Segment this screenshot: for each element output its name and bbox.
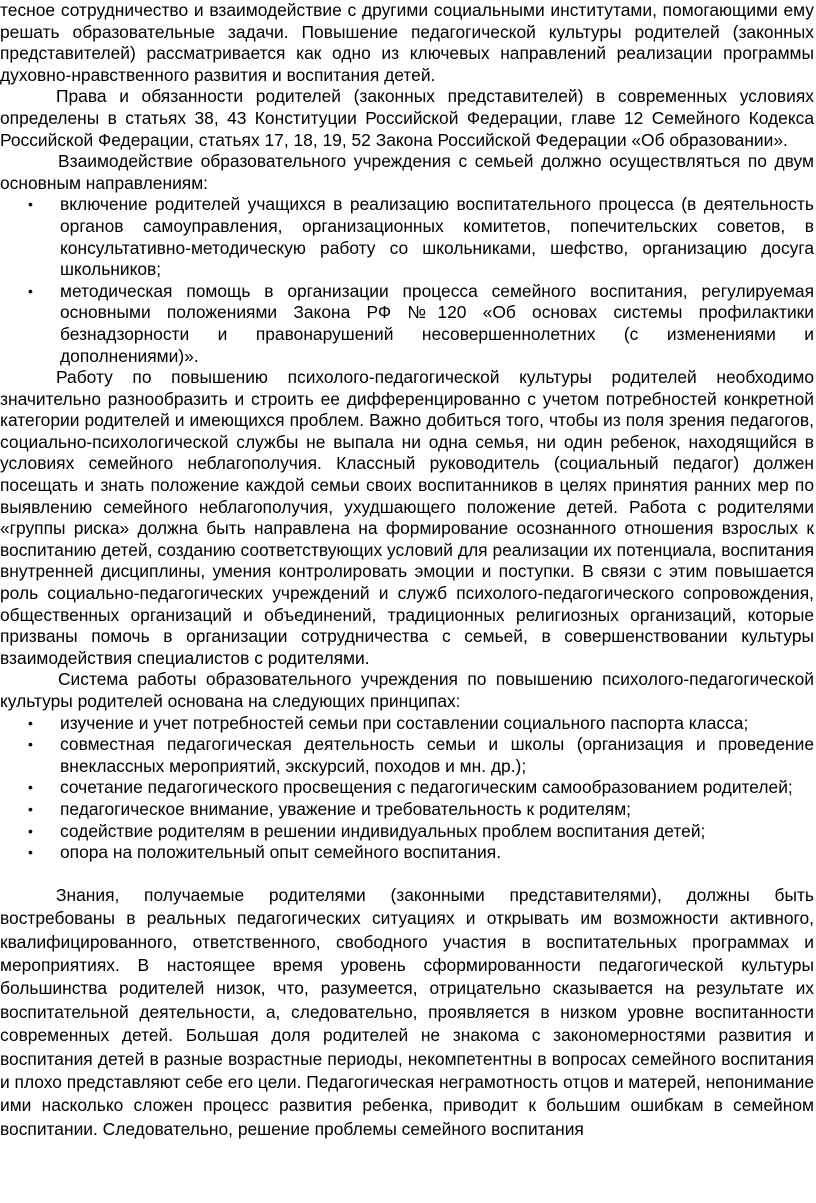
list-item xyxy=(0,821,816,843)
list-item-text: опора на положительный опыт семейного воспитания. xyxy=(60,842,502,863)
bullet-icon: • xyxy=(28,196,33,213)
bullet-icon: • xyxy=(28,800,33,817)
list-principles xyxy=(0,713,816,864)
bullet-icon: • xyxy=(28,736,33,753)
bullet-icon: • xyxy=(28,822,33,839)
list-item xyxy=(0,281,816,367)
bullet-icon: • xyxy=(28,714,33,731)
paragraph-system-principles: Система работы образовательного учреждения по повышению психолого-педагогической культуры родителей основана на следующих принципах: xyxy=(0,669,814,711)
paragraph-parent-rights: Права и обязанности родителей (законных представителей) в современных условиях определены в статьях 38, 43 Конституции Российской Федерации, главе 12 Семейного Кодекса Российской Федерации, статьях 17, 18, 19, 52 Закона Российской Федерации «Об образовании». xyxy=(0,86,814,150)
list-item-text: содействие родителям в решении индивидуальных проблем воспитания детей; xyxy=(60,820,706,841)
list-item-text: педагогическое внимание, уважение и требовательность к родителям; xyxy=(60,798,632,819)
bullet-icon: • xyxy=(28,282,33,299)
list-item-text: включение родителей учащихся в реализацию воспитательного процесса (в деятельность органов самоуправления, организационных комитетов, попечительских советов, в консультативно-методическую работу со школьниками, шефство, организацию досуга школьников; xyxy=(60,194,814,280)
list-item-text: сочетание педагогического просвещения с педагогическим самообразованием родителей; xyxy=(60,777,793,798)
list-item-text: изучение и учет потребностей семьи при составлении социального паспорта класса; xyxy=(60,712,749,733)
list-item xyxy=(0,799,816,821)
list-item xyxy=(0,777,816,799)
paragraph-cooperation: тесное сотрудничество и взаимодействие с другими социальными институтами, помогающими ему решать образовательные задачи. Повышение педагогической культуры родителей (законных представителей) рассматривается как одно из ключевых направлений реализации программы духовно-нравственного развития и воспитания детей. xyxy=(0,0,814,85)
list-interaction-directions xyxy=(0,194,816,367)
list-item xyxy=(0,734,816,777)
list-item-text: методическая помощь в организации процесса семейного воспитания, регулируемая основными положениями Закона РФ №120 «Об основах системы профилактики безнадзорности и правонарушений несовершеннолетних (с изменениями и дополнениями)». xyxy=(60,280,814,366)
list-item xyxy=(0,842,816,864)
paragraph-parent-knowledge: Знания, получаемые родителями (законными представителями), должны быть востребованы в реальных педагогических ситуациях и открывать им возможности активного, квалифицированного, ответственного, свободного участия в воспитательных программах и мероприятиях. В настоящее время уровень сформированности педагогической культуры большинства родителей низок, что, разумеется, отрицательно сказывается на результате их воспитательной деятельности, а, следовательно, проявляется в низком уровне воспитанности современных детей. Большая доля родителей не знакома с закономерностями развития и воспитания детей в разные возрастные периоды, некомпетентны в вопросах семейного воспитания и плохо представляют себе его цели. Педагогическая неграмотность отцов и матерей, непонимание ими насколько сложен процесс развития ребенка, приводит к большим ошибкам в семейном воспитании. Следовательно, решение проблемы семейного воспитания xyxy=(0,884,814,1139)
paragraph-gap xyxy=(0,864,816,884)
list-item xyxy=(0,194,816,280)
bullet-icon: • xyxy=(28,779,33,796)
bullet-icon: • xyxy=(28,844,33,861)
list-item-text: совместная педагогическая деятельность семьи и школы (организация и проведение внеклассных мероприятий, экскурсий, походов и мн. др.); xyxy=(60,734,814,776)
paragraph-interaction-directions: Взаимодействие образовательного учреждения с семьей должно осуществляться по двум основным направлениям: xyxy=(0,151,814,193)
paragraph-psychological-culture: Работу по повышению психолого-педагогической культуры родителей необходимо значительно разнообразить и строить ее дифференцированно с учетом потребностей конкретной категории родителей и имеющихся проблем. Важно добиться того, чтобы из поля зрения педагогов, социально-психологической службы не выпала ни одна семья, ни один ребенок, находящийся в условиях семейного неблагополучия. Классный руководитель (социальный педагог) должен посещать и знать положение каждой семьи своих воспитанников в целях принятия ранних мер по выявлению семейного неблагополучия, ухудшающего положение детей. Работа с родителями «группы риска» должна быть направлена на формирование осознанного отношения взрослых к воспитанию детей, созданию соответствующих условий для реализации их потенциала, воспитания внутренней дисциплины, умения контролировать эмоции и поступки. В связи с этим повышается роль социально-педагогических учреждений и служб психолого-педагогического сопровождения, общественных организаций и объединений, традиционных религиозных организаций, которые призваны помочь в организации сотрудничества с семьей, в совершенствовании культуры взаимодействия специалистов с родителями. xyxy=(0,367,814,668)
list-item xyxy=(0,713,816,735)
